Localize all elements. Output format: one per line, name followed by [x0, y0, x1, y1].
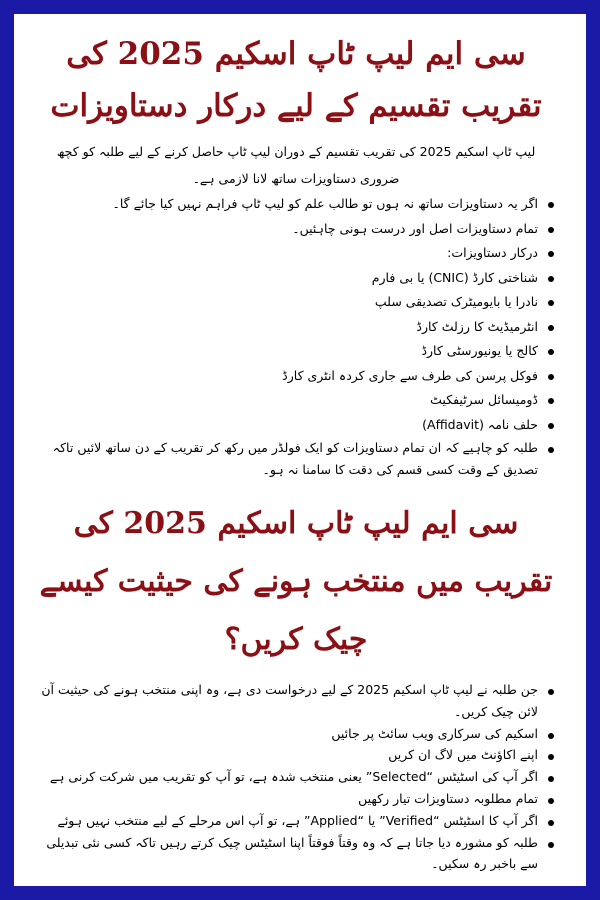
intro-paragraph: لیپ ٹاپ اسکیم 2025 کی تقریب تقسیم کے دوران لیپ ٹاپ حاصل کرنے کے لیے طلبہ کو کچھ ضروری دستاویزات ساتھ لانا لازمی ہے۔	[56, 144, 536, 186]
list-item: حلف نامہ (Affidavit)	[36, 413, 556, 438]
heading-check-status: سی ایم لیپ ٹاپ اسکیم 2025 کی تقریب میں منتخب ہونے کی حیثیت کیسے چیک کریں؟	[39, 506, 553, 657]
list-item: نادرا یا بایومیٹرک تصدیقی سلپ	[36, 290, 556, 315]
list-item: طلبہ کو چاہیے کہ ان تمام دستاویزات کو ایک فولڈر میں رکھ کر تقریب کے دن ساتھ لائیں تاکہ تصدیق کے وقت کسی قسم کی دقت کا سامنا نہ ہو۔	[36, 437, 556, 481]
status-check-list	[36, 679, 556, 875]
list-item: اگر یہ دستاویزات ساتھ نہ ہوں تو طالب علم کو لیپ ٹاپ فراہم نہیں کیا جائے گا۔	[36, 192, 556, 217]
list-item: اگر آپ کا اسٹیٹس “Verified” یا “Applied” ہے، تو آپ اس مرحلے کے لیے منتخب نہیں ہوئے	[36, 810, 556, 832]
list-item: طلبہ کو مشورہ دیا جاتا ہے کہ وہ وقتاً فوقتاً اپنا اسٹیٹس چیک کرتے رہیں تاکہ کسی نئی تبدیلی سے باخبر رہ سکیں۔	[36, 832, 556, 876]
document-page	[14, 14, 586, 886]
list-item: اسکیم کی سرکاری ویب سائٹ پر جائیں	[36, 723, 556, 745]
list-item: اپنے اکاؤنٹ میں لاگ ان کریں	[36, 744, 556, 766]
documents-list	[36, 192, 556, 481]
article-content	[14, 14, 586, 875]
heading-required-documents: سی ایم لیپ ٹاپ اسکیم 2025 کی تقریب تقسیم کے لیے درکار دستاویزات	[50, 36, 542, 124]
list-item: انٹرمیڈیٹ کا رزلٹ کارڈ	[36, 315, 556, 340]
list-item: تمام مطلوبہ دستاویزات تیار رکھیں	[36, 788, 556, 810]
list-item: جن طلبہ نے لیپ ٹاپ اسکیم 2025 کے لیے درخواست دی ہے، وہ اپنی منتخب ہونے کی حیثیت آن لائن چیک کریں۔	[36, 679, 556, 723]
list-item: اگر آپ کی اسٹیٹس “Selected” یعنی منتخب شدہ ہے، تو آپ کو تقریب میں شرکت کرنی ہے	[36, 766, 556, 788]
list-item: شناختی کارڈ (CNIC) یا بی فارم	[36, 266, 556, 291]
list-item: فوکل پرسن کی طرف سے جاری کردہ انٹری کارڈ	[36, 364, 556, 389]
list-item: ڈومیسائل سرٹیفکیٹ	[36, 388, 556, 413]
list-item: تمام دستاویزات اصل اور درست ہونی چاہئیں۔	[36, 217, 556, 242]
list-item: کالج یا یونیورسٹی کارڈ	[36, 339, 556, 364]
list-item: درکار دستاویزات:	[36, 241, 556, 266]
